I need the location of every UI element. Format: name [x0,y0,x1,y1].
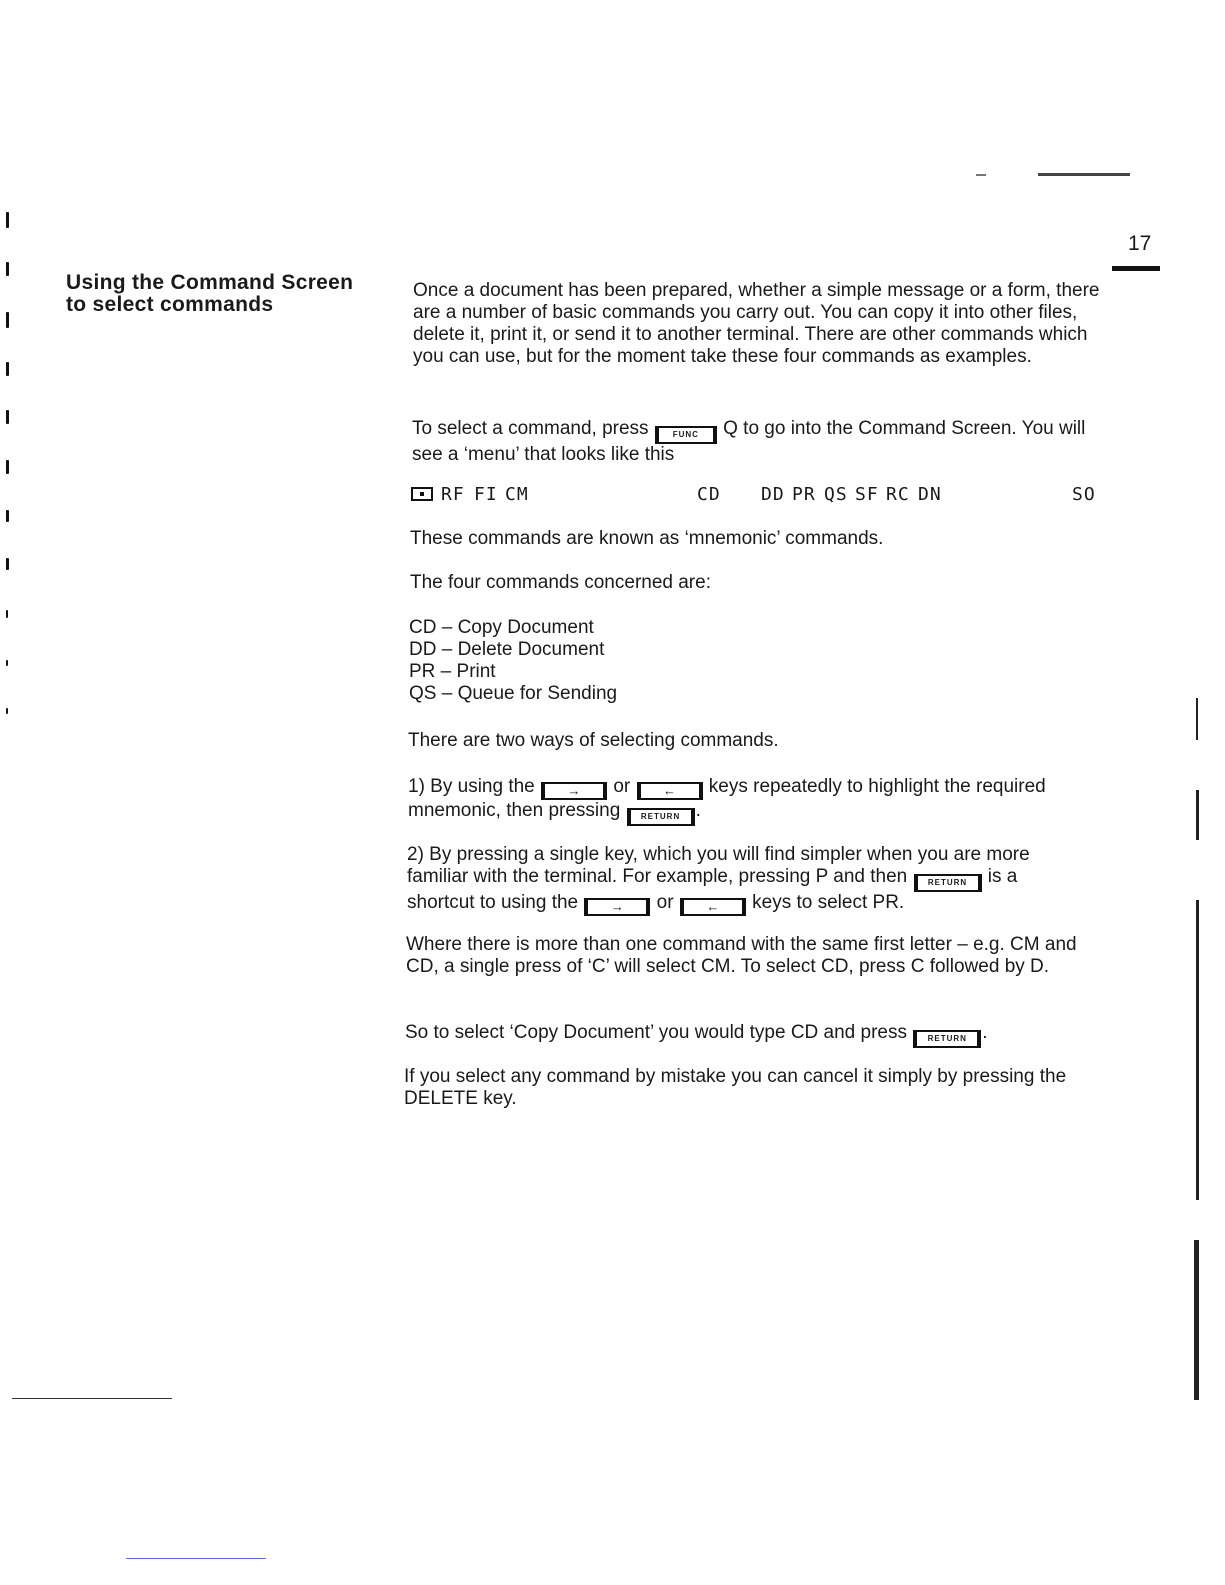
command-item-qs: QS – Queue for Sending [409,683,618,704]
cursor-box-icon [411,487,433,501]
page-edge-mark [1194,1240,1199,1400]
command-item-pr: PR – Print [409,661,496,682]
command-item-dd: DD – Delete Document [409,639,605,660]
four-commands-text: The four commands concerned are: [410,572,711,593]
same-letter-text: Where there is more than one command with the same first letter – e.g. CM and CD, a single press of ‘C’ will select CM. To select CD, press C followed by D. [406,934,1077,977]
binding-mark [6,510,9,522]
page-edge-mark [1196,698,1198,740]
way-two-paragraph [407,844,1087,916]
page-number-bar [1112,266,1160,271]
menu-item-pr: PR [792,484,816,505]
menu-item-cm: CM [505,484,529,505]
section-heading-line2: to select commands [66,293,274,316]
binding-mark [6,708,8,714]
way2-text4: keys to select PR. [752,892,905,913]
cancel-text: If you select any command by mistake you can cancel it simply by pressing the DELETE key. [404,1066,1067,1109]
way1-text1: 1) By using the [408,776,535,797]
way2-text3: or [656,892,674,913]
menu-item-dd: DD [761,484,785,505]
way1-text4: . [695,800,701,821]
binding-mark [6,460,9,474]
four-commands-paragraph [410,572,1110,594]
mnemonic-text: These commands are known as ‘mnemonic’ commands. [410,528,884,549]
section-heading [66,272,353,316]
menu-item-qs: QS [824,484,848,505]
intro-paragraph [413,280,1103,368]
copy-text-after: . [982,1022,988,1043]
copy-text-before: So to select ‘Copy Document’ you would type CD and press [405,1022,907,1043]
mnemonic-paragraph [410,528,1110,550]
return-key: RETURN [627,808,695,826]
top-dash-mark [976,174,986,176]
way-one-paragraph [408,776,1088,826]
copy-document-paragraph [405,1022,1095,1048]
menu-item-sf: SF [855,484,879,505]
binding-mark [6,262,9,276]
way2-text1: 2) By pressing a single key, which you will find simpler when you are more familiar with the terminal. For example, pressing P and then [407,844,1030,887]
menu-item-cd: CD [697,484,721,505]
return-key: RETURN [913,1030,981,1048]
page-edge-mark [1196,790,1199,840]
same-letter-paragraph [406,934,1086,978]
menu-item-fi: FI [474,484,498,505]
left-arrow-key: ← [637,782,703,800]
way1-text2: or [613,776,631,797]
top-scribble-mark [1038,173,1130,176]
page-edge-mark [1196,900,1199,1200]
left-arrow-key: ← [680,898,746,916]
binding-mark [6,660,8,666]
binding-mark [6,610,8,618]
command-item-cd: CD – Copy Document [409,617,594,638]
command-list [409,617,617,705]
binding-mark [6,212,9,228]
way1-text3: keys repeatedly to highlight the required mnemonic, then pressing [408,776,1046,821]
two-ways-text: There are two ways of selecting commands. [408,730,779,751]
bottom-rule [12,1398,172,1399]
way2-text2: is a shortcut to using the [407,866,1018,913]
page-number: 17 [1128,232,1152,255]
menu-item-dn: DN [918,484,942,505]
binding-mark [6,410,9,424]
command-menu [0,484,1225,510]
menu-item-rc: RC [886,484,910,505]
binding-mark [6,312,9,328]
menu-item-rf: RF [441,484,465,505]
binding-mark [6,558,9,570]
right-arrow-key: → [541,782,607,800]
select-text-before: To select a command, press [412,418,649,439]
menu-item-so: SO [1072,484,1096,505]
cancel-paragraph [404,1066,1094,1110]
section-heading-line1: Using the Command Screen [66,271,354,294]
intro-text: Once a document has been prepared, whether a simple message or a form, there are a number of basic commands you carry out. You can copy it into other files, delete it, print it, or send it to another terminal. There are other commands which you can use, but for the moment take these four commands as examples. [413,280,1100,367]
binding-mark [6,362,9,376]
right-arrow-key: → [584,898,650,916]
func-key: FUNC [655,426,717,444]
select-command-paragraph [412,418,1102,466]
return-key: RETURN [914,874,982,892]
select-text-after: Q to go into the Command Screen. You will see a ‘menu’ that looks like this [412,418,1086,465]
two-ways-paragraph [408,730,1108,752]
bottom-blue-line [126,1558,266,1559]
